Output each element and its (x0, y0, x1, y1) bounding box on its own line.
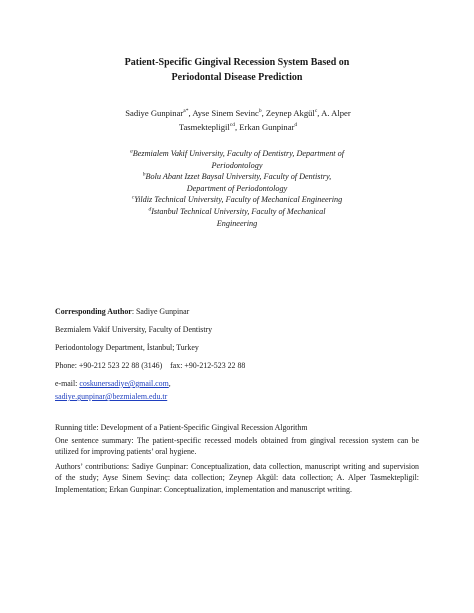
email-label: e-mail: (55, 379, 80, 388)
author-affiliation-marker: a* (183, 108, 189, 115)
affiliation-line: Periodontology (211, 160, 263, 170)
corresponding-author-name: : Sadiye Gunpinar (131, 307, 190, 316)
author-name: Ayse Sinem Sevinc (192, 108, 259, 118)
affiliation-line: Engineering (216, 218, 258, 228)
author-affiliation-marker: d (294, 122, 298, 129)
email-separator: , (168, 379, 171, 388)
corresponding-author-label: Corresponding Author (55, 307, 132, 316)
author-affiliation-marker: c (314, 108, 318, 115)
corresponding-email (55, 379, 171, 389)
affiliation-line: Department of Periodontology (186, 183, 288, 193)
author-line-2: Tasmektepligil$^{cd}$, Erkan Gunpinar$^d$ (178, 122, 298, 132)
author-line-1: Sadiye Gunpinar$^{a*}$, Ayse Sinem Sevinc$^b$, Zeynep Akgül$^c$, A. Alper (125, 108, 351, 118)
title-line-2: Periodontal Disease Prediction (171, 72, 303, 83)
corresponding-department: Periodontology Department, İstanbul; Turkey (55, 343, 199, 352)
title-line-1: Patient-Specific Gingival Recession System Based on (124, 57, 350, 68)
author-name: Zeynep Akgül (265, 108, 315, 118)
authors-contributions: Authors’ contributions: Sadiye Gunpinar: Conceptualization, data collection, manuscript writing and supervision of the study; Ayse Sinem Sevinç: data collection; Zeynep Akgül: data collection; A. Alper Tasmektepligil: Implementation; Erkan Gunpinar: Conceptualization, implementation and manuscript writing. (55, 462, 419, 494)
affiliation-line: $^c$Yildiz Technical University, Faculty of Mechanical Engineering (131, 194, 343, 205)
author-name: Sadiye Gunpinar (125, 108, 184, 118)
affiliations (110, 148, 364, 229)
running-title: Running title: Development of a Patient-Specific Gingival Recession Algorithm (55, 423, 308, 432)
author-affiliation-marker: cd (229, 122, 235, 129)
author-name: Erkan Gunpinar (239, 122, 295, 132)
affiliation-line: $^d$Istanbul Technical University, Faculty of Mechanical (148, 206, 326, 216)
affiliation-line: $^b$Bolu Abant Izzet Baysal University, Faculty of Dentistry, (142, 171, 332, 182)
one-sentence-summary: One sentence summary: The patient-specific recessed models obtained from gingival recession system can be utilized for improving patients’ oral hygiene. (55, 436, 419, 457)
paper-title (60, 55, 414, 85)
corresponding-phone: Phone: +90-212 523 22 88 (3146) fax: +90-212-523 22 88 (55, 361, 246, 370)
author-name: Tasmektepligil (178, 122, 230, 132)
corresponding-email-2 (55, 392, 167, 402)
author-list (88, 106, 388, 134)
author-affiliation-marker: b (258, 108, 262, 115)
corresponding-author (55, 307, 189, 317)
affiliation-line: $^a$Bezmialem Vakif University, Faculty of Dentistry, Department of (130, 148, 344, 158)
corresponding-institution: Bezmialem Vakif University, Faculty of Dentistry (55, 325, 213, 334)
email-link-2[interactable]: sadiye.gunpinar@bezmialem.edu.tr (55, 392, 168, 401)
email-link-1[interactable]: coskunersadiye@gmail.com (79, 379, 169, 388)
author-name: A. Alper (321, 108, 351, 118)
